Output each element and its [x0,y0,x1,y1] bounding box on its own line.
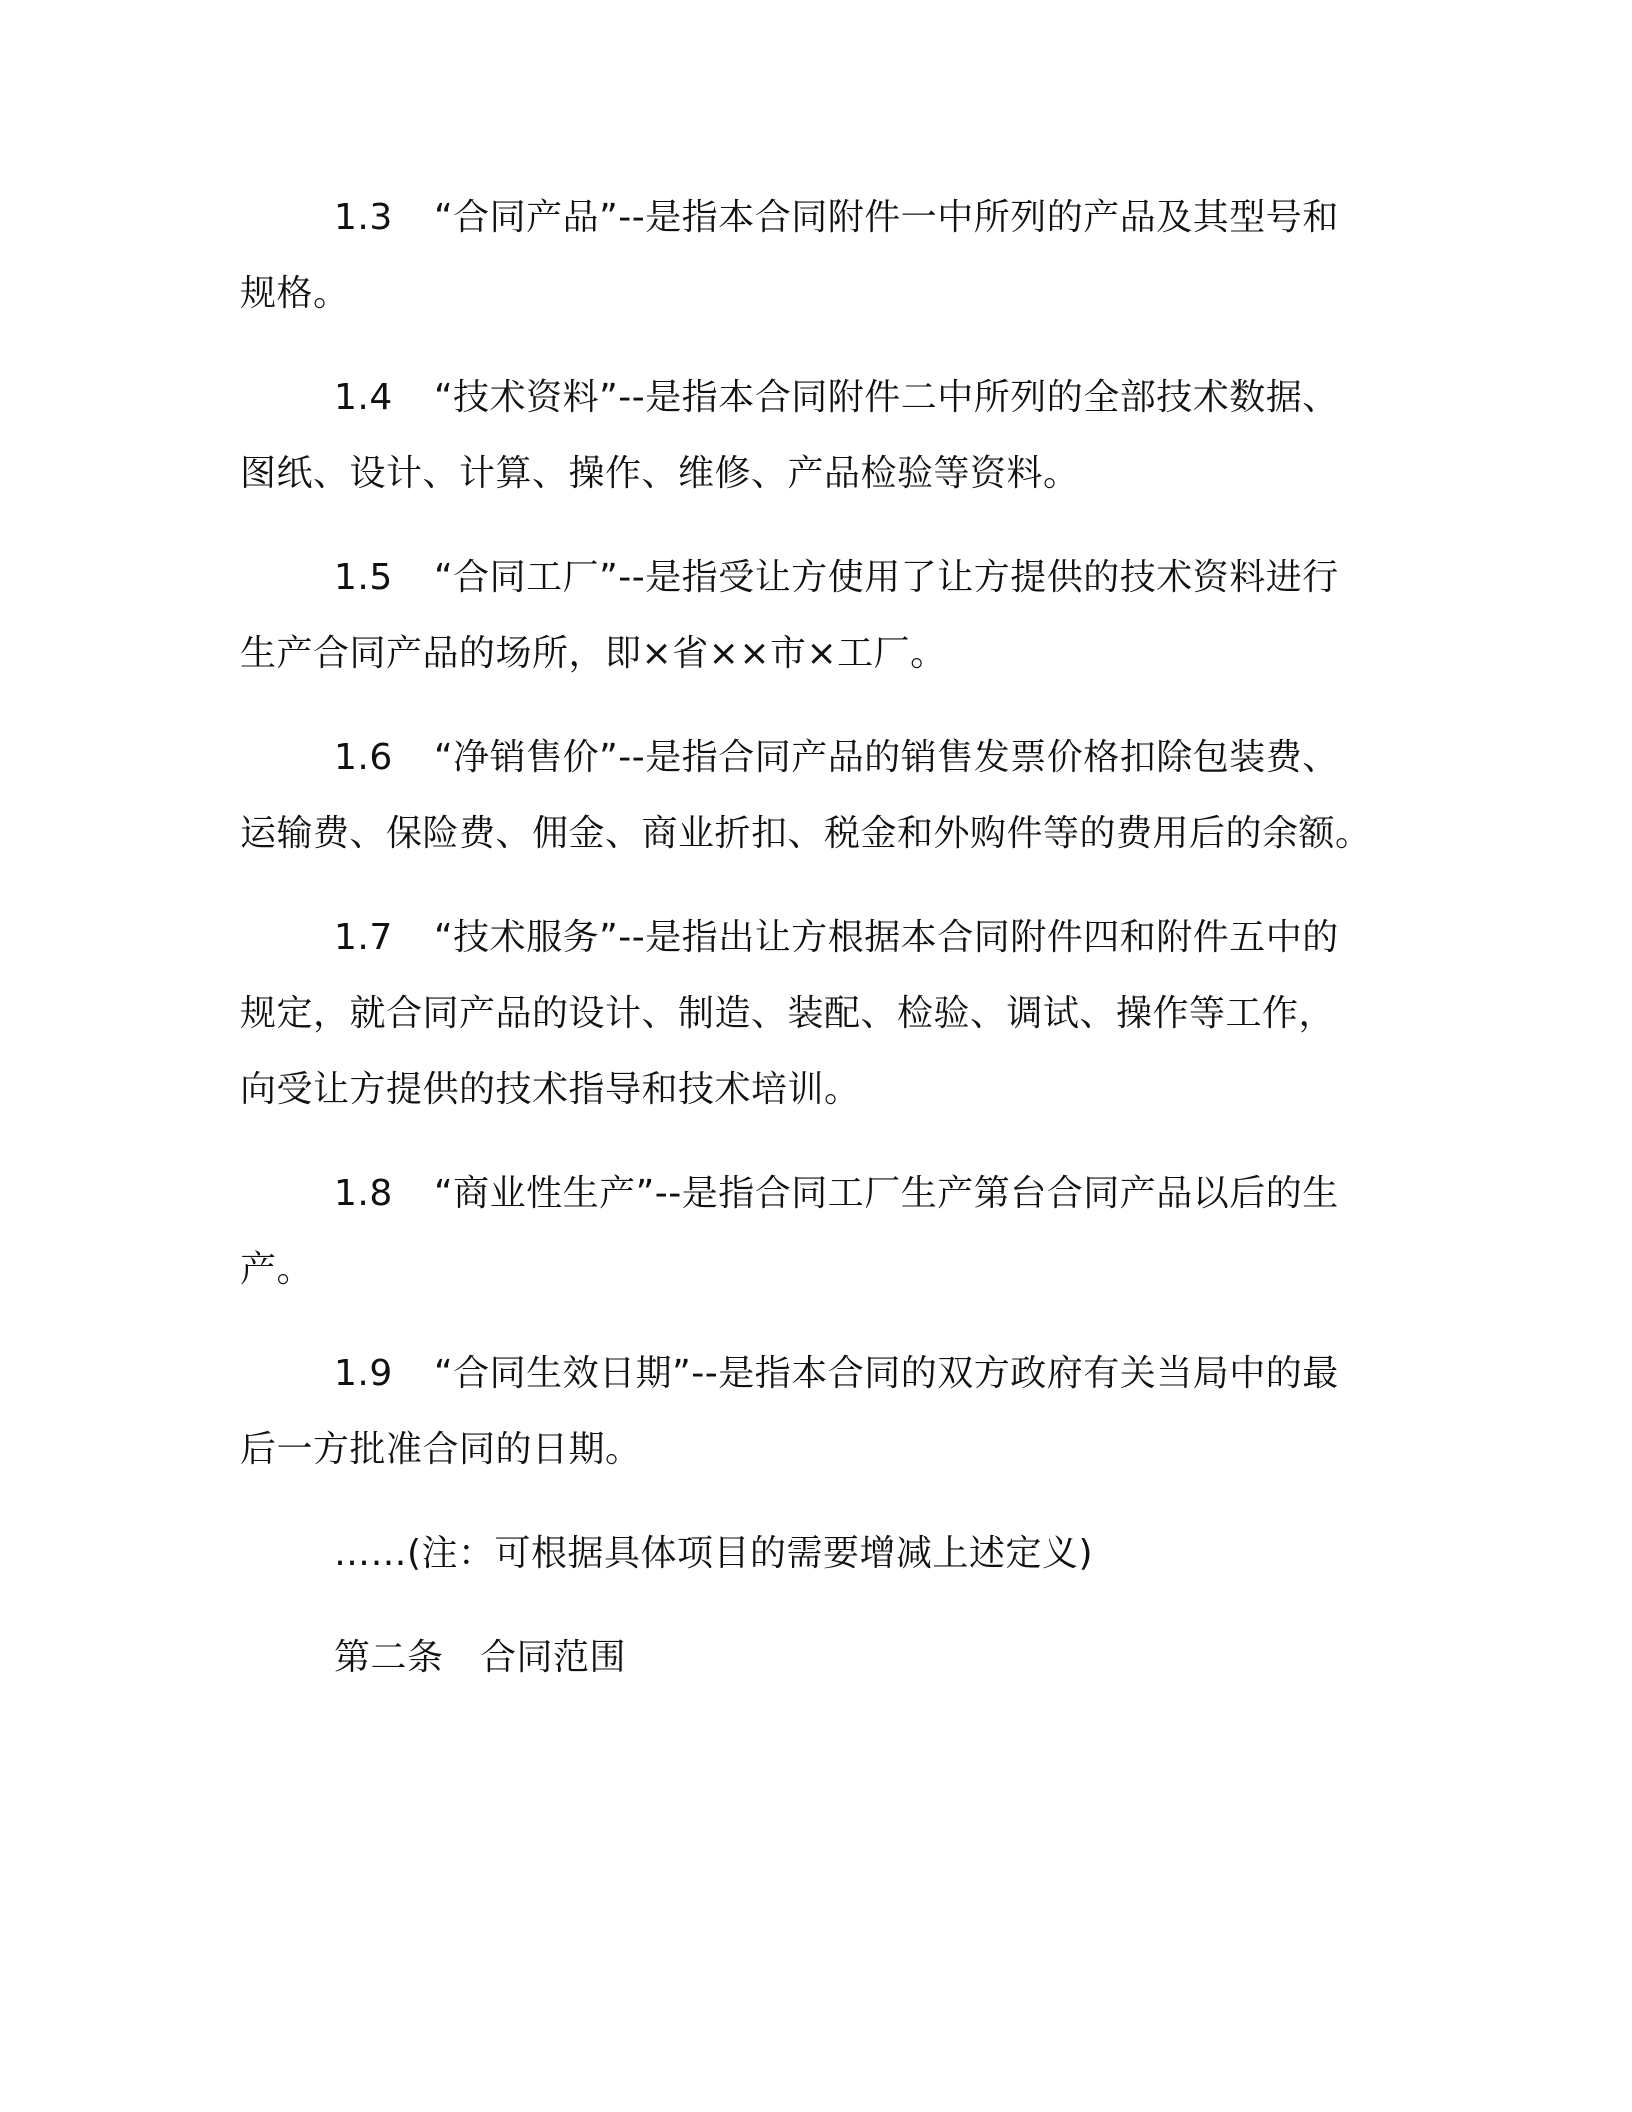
definition-1-5-line-2: 生产合同产品的场所，即×省××市×工厂。 [240,633,947,674]
definition-1-4-line-2: 图纸、设计、计算、操作、维修、产品检验等资料。 [240,453,1080,494]
definition-number: 1.7 [334,917,393,958]
definition-1-3-line-1 [334,194,1339,242]
definition-text: “合同工厂”--是指受让方使用了让方提供的技术资料进行 [434,557,1339,598]
definition-1-8-line-1 [334,1170,1339,1218]
definition-1-8-line-2: 产。 [240,1249,314,1290]
definition-1-6-line-2: 运输费、保险费、佣金、商业折扣、税金和外购件等的费用后的余额。 [240,813,1372,854]
definition-1-4-line-1 [334,374,1339,422]
definition-1-6-line-1 [334,734,1339,782]
editor-note: ……(注：可根据具体项目的需要增减上述定义) [334,1533,1094,1574]
definition-text: “净销售价”--是指合同产品的销售发票价格扣除包装费、 [434,737,1339,778]
definition-number: 1.8 [334,1173,393,1214]
section-heading: 第二条 合同范围 [334,1637,627,1678]
definition-1-9-line-2: 后一方批准合同的日期。 [240,1429,642,1470]
definition-1-9-line-1 [334,1350,1339,1398]
definition-number: 1.3 [334,197,393,238]
definition-1-7-line-1 [334,914,1339,962]
definition-number: 1.6 [334,737,393,778]
definition-1-7-line-2: 规定，就合同产品的设计、制造、装配、检验、调试、操作等工作， [240,993,1336,1034]
definition-1-3-line-2: 规格。 [240,273,350,314]
definition-text: “商业性生产”--是指合同工厂生产第台合同产品以后的生 [434,1173,1339,1214]
definition-text: “技术服务”--是指出让方根据本合同附件四和附件五中的 [434,917,1339,958]
definition-text: “合同生效日期”--是指本合同的双方政府有关当局中的最 [434,1353,1339,1394]
definition-1-7-line-3: 向受让方提供的技术指导和技术培训。 [240,1069,861,1110]
definition-1-5-line-1 [334,554,1339,602]
definition-number: 1.9 [334,1353,393,1394]
definition-text: “技术资料”--是指本合同附件二中所列的全部技术数据、 [434,377,1339,418]
definition-number: 1.4 [334,377,393,418]
definition-number: 1.5 [334,557,393,598]
definition-text: “合同产品”--是指本合同附件一中所列的产品及其型号和 [434,197,1339,238]
